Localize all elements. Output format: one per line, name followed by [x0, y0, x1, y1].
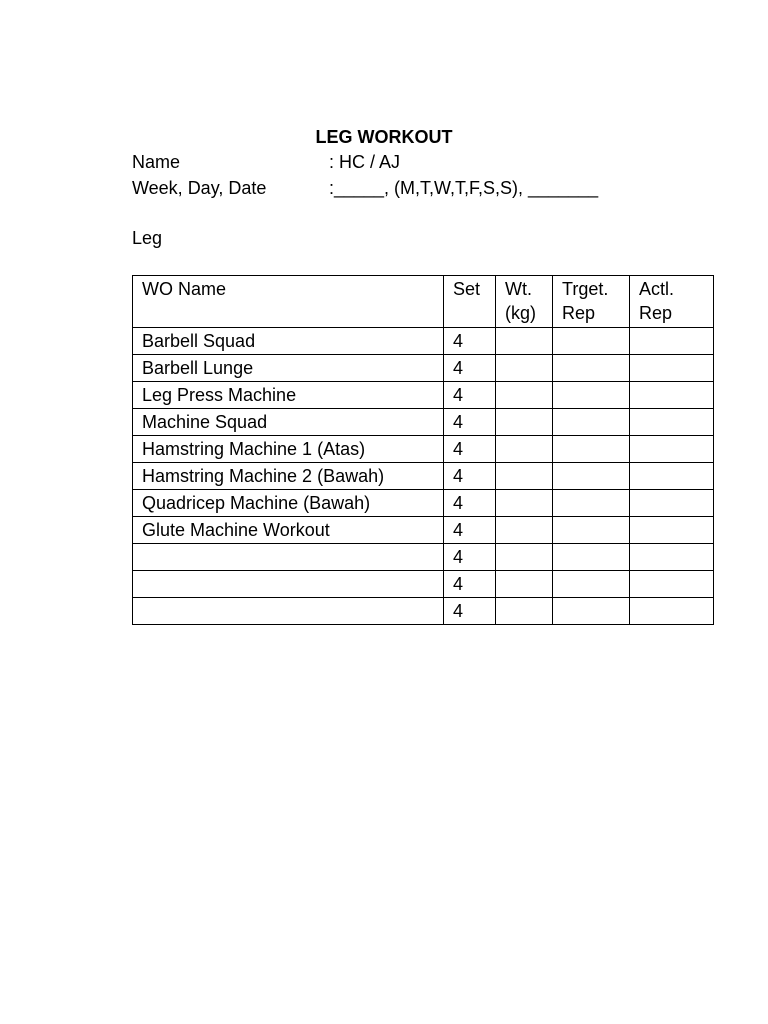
actual-rep-cell	[630, 598, 714, 625]
actual-rep-cell	[630, 355, 714, 382]
set-cell: 4	[444, 436, 496, 463]
set-cell: 4	[444, 328, 496, 355]
table-row	[133, 463, 714, 490]
actual-rep-cell	[630, 544, 714, 571]
exercise-name-cell	[133, 571, 444, 598]
set-cell: 4	[444, 490, 496, 517]
weight-cell	[496, 544, 553, 571]
table-row	[133, 436, 714, 463]
set-cell: 4	[444, 355, 496, 382]
set-cell: 4	[444, 598, 496, 625]
exercise-name-cell	[133, 598, 444, 625]
actual-rep-cell	[630, 517, 714, 544]
weight-cell	[496, 490, 553, 517]
actual-rep-cell	[630, 571, 714, 598]
set-cell: 4	[444, 409, 496, 436]
weight-cell	[496, 436, 553, 463]
set-cell: 4	[444, 544, 496, 571]
header-target-rep: Trget. Rep	[553, 276, 630, 328]
actual-rep-cell	[630, 409, 714, 436]
table-row	[133, 355, 714, 382]
table-row	[133, 328, 714, 355]
actual-rep-cell	[630, 463, 714, 490]
table-row	[133, 490, 714, 517]
set-cell: 4	[444, 517, 496, 544]
table-row	[133, 382, 714, 409]
weight-cell	[496, 382, 553, 409]
document-title: LEG WORKOUT	[315, 127, 453, 147]
set-cell: 4	[444, 571, 496, 598]
table-row	[133, 517, 714, 544]
target-rep-cell	[553, 571, 630, 598]
target-rep-cell	[553, 490, 630, 517]
target-rep-cell	[553, 382, 630, 409]
week-day-date-label: Week, Day, Date	[132, 178, 267, 198]
target-rep-cell	[553, 436, 630, 463]
weight-cell	[496, 598, 553, 625]
actual-rep-cell	[630, 490, 714, 517]
table-row	[133, 598, 714, 625]
set-cell: 4	[444, 463, 496, 490]
exercise-name-cell: Hamstring Machine 1 (Atas)	[133, 436, 444, 463]
section-heading: Leg	[132, 228, 163, 248]
target-rep-cell	[553, 409, 630, 436]
target-rep-cell	[553, 517, 630, 544]
actual-rep-cell	[630, 436, 714, 463]
target-rep-cell	[553, 598, 630, 625]
target-rep-cell	[553, 463, 630, 490]
weight-cell	[496, 328, 553, 355]
exercise-name-cell: Glute Machine Workout	[133, 517, 444, 544]
header-actual-rep: Actl. Rep	[630, 276, 714, 328]
exercise-name-cell: Barbell Lunge	[133, 355, 444, 382]
workout-table	[132, 275, 714, 625]
table-row	[133, 571, 714, 598]
exercise-name-cell	[133, 544, 444, 571]
actual-rep-cell	[630, 382, 714, 409]
weight-cell	[496, 463, 553, 490]
header-wo-name: WO Name	[133, 276, 444, 328]
set-cell: 4	[444, 382, 496, 409]
exercise-name-cell: Machine Squad	[133, 409, 444, 436]
exercise-name-cell: Leg Press Machine	[133, 382, 444, 409]
exercise-name-cell: Quadricep Machine (Bawah)	[133, 490, 444, 517]
target-rep-cell	[553, 328, 630, 355]
target-rep-cell	[553, 355, 630, 382]
exercise-name-cell: Barbell Squad	[133, 328, 444, 355]
week-day-date-value: :_____, (M,T,W,T,F,S,S), _______	[329, 178, 599, 198]
header-weight: Wt. (kg)	[496, 276, 553, 328]
weight-cell	[496, 517, 553, 544]
table-row	[133, 409, 714, 436]
week-day-date-row	[132, 176, 598, 200]
actual-rep-cell	[630, 328, 714, 355]
weight-cell	[496, 355, 553, 382]
name-label: Name	[132, 152, 181, 172]
header-set: Set	[444, 276, 496, 328]
exercise-name-cell: Hamstring Machine 2 (Bawah)	[133, 463, 444, 490]
target-rep-cell	[553, 544, 630, 571]
name-value: : HC / AJ	[329, 152, 401, 172]
weight-cell	[496, 571, 553, 598]
table-header-row	[133, 276, 714, 328]
name-row	[132, 150, 400, 174]
weight-cell	[496, 409, 553, 436]
table-row	[133, 544, 714, 571]
